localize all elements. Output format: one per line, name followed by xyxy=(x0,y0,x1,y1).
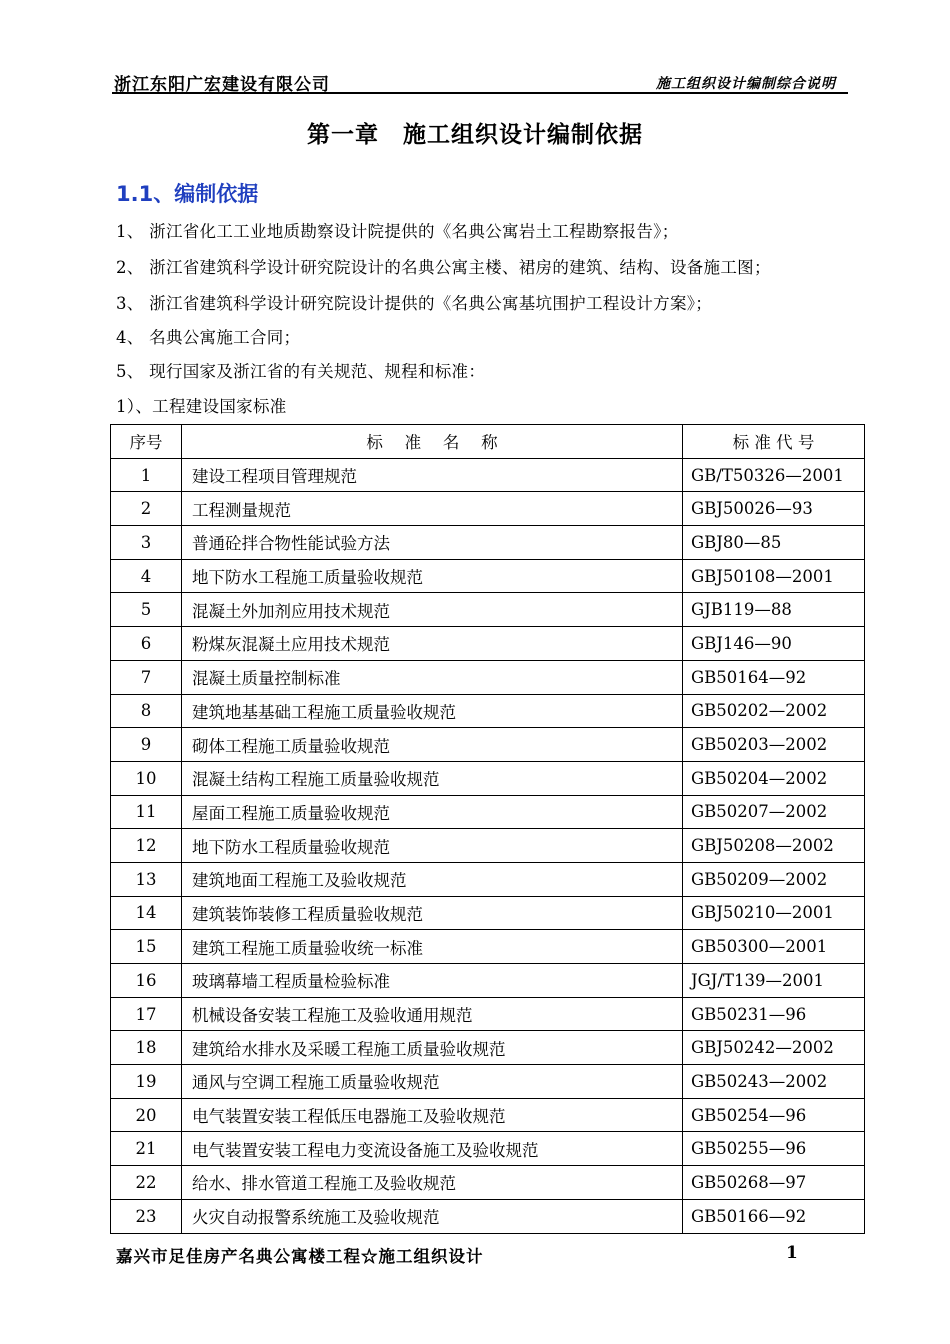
cell-number: 7 xyxy=(111,660,182,694)
cell-number: 21 xyxy=(111,1132,182,1166)
cell-number: 6 xyxy=(111,627,182,661)
cell-number: 1 xyxy=(111,458,182,492)
table-row xyxy=(111,1098,865,1132)
paragraph: 1）、工程建设国家标准 xyxy=(116,397,287,416)
cell-standard-name: 建筑工程施工质量验收统一标准 xyxy=(182,930,683,964)
cell-number: 22 xyxy=(111,1166,182,1200)
cell-number: 19 xyxy=(111,1065,182,1099)
paragraph: 3、 浙江省建筑科学设计研究院设计提供的《名典公寓基坑围护工程设计方案》； xyxy=(116,294,713,313)
cell-standard-code: GB50166—92 xyxy=(683,1199,865,1233)
cell-number: 23 xyxy=(111,1199,182,1233)
cell-number: 14 xyxy=(111,896,182,930)
table-row xyxy=(111,930,865,964)
cell-standard-name: 建筑装饰装修工程质量验收规范 xyxy=(182,896,683,930)
cell-standard-code: GB50268—97 xyxy=(683,1166,865,1200)
cell-standard-code: GB50202—2002 xyxy=(683,694,865,728)
cell-number: 18 xyxy=(111,1031,182,1065)
cell-number: 13 xyxy=(111,862,182,896)
page-number: 1 xyxy=(786,1243,798,1263)
cell-standard-code: GB/T50326—2001 xyxy=(683,458,865,492)
table-row xyxy=(111,559,865,593)
cell-number: 20 xyxy=(111,1098,182,1132)
cell-standard-code: GJB119—88 xyxy=(683,593,865,627)
cell-standard-name: 通风与空调工程施工质量验收规范 xyxy=(182,1065,683,1099)
cell-standard-name: 混凝土质量控制标准 xyxy=(182,660,683,694)
page-header xyxy=(112,66,848,94)
cell-standard-code: GB50243—2002 xyxy=(683,1065,865,1099)
cell-number: 9 xyxy=(111,728,182,762)
cell-standard-code: GB50204—2002 xyxy=(683,761,865,795)
cell-number: 11 xyxy=(111,795,182,829)
cell-standard-code: GBJ50026—93 xyxy=(683,492,865,526)
cell-standard-name: 普通砼拌合物性能试验方法 xyxy=(182,526,683,560)
cell-standard-name: 混凝土结构工程施工质量验收规范 xyxy=(182,761,683,795)
header-cell-number: 序号 xyxy=(111,425,182,459)
cell-standard-name: 建筑地基基础工程施工质量验收规范 xyxy=(182,694,683,728)
table-row xyxy=(111,1199,865,1233)
cell-standard-code: GBJ50208—2002 xyxy=(683,829,865,863)
table-row xyxy=(111,694,865,728)
cell-standard-code: GB50164—92 xyxy=(683,660,865,694)
cell-standard-code: GBJ50210—2001 xyxy=(683,896,865,930)
table-row xyxy=(111,795,865,829)
header-doc-title: 施工组织设计编制综合说明 xyxy=(656,76,836,92)
cell-number: 2 xyxy=(111,492,182,526)
cell-number: 15 xyxy=(111,930,182,964)
table-row xyxy=(111,829,865,863)
cell-standard-name: 工程测量规范 xyxy=(182,492,683,526)
table-row xyxy=(111,964,865,998)
table-row xyxy=(111,660,865,694)
table-row xyxy=(111,627,865,661)
table-row xyxy=(111,458,865,492)
cell-standard-name: 建筑地面工程施工及验收规范 xyxy=(182,862,683,896)
cell-standard-code: GB50231—96 xyxy=(683,997,865,1031)
cell-standard-code: GBJ146—90 xyxy=(683,627,865,661)
cell-standard-name: 火灾自动报警系统施工及验收规范 xyxy=(182,1199,683,1233)
cell-standard-code: GB50209—2002 xyxy=(683,862,865,896)
cell-standard-code: GB50255—96 xyxy=(683,1132,865,1166)
paragraph: 5、 现行国家及浙江省的有关规范、规程和标准： xyxy=(116,362,486,381)
header-company: 浙江东阳广宏建设有限公司 xyxy=(114,75,330,95)
header-cell-code: 标 准 代 号 xyxy=(683,425,865,459)
section-title: 1.1、编制依据 xyxy=(116,182,259,206)
cell-standard-code: GBJ80—85 xyxy=(683,526,865,560)
table-row xyxy=(111,526,865,560)
cell-standard-code: GBJ50108—2001 xyxy=(683,559,865,593)
cell-standard-name: 电气装置安装工程电力变流设备施工及验收规范 xyxy=(182,1132,683,1166)
cell-standard-name: 粉煤灰混凝土应用技术规范 xyxy=(182,627,683,661)
paragraph: 2、 浙江省建筑科学设计研究院设计的名典公寓主楼、裙房的建筑、结构、设备施工图； xyxy=(116,258,771,277)
cell-standard-name: 建设工程项目管理规范 xyxy=(182,458,683,492)
cell-standard-name: 机械设备安装工程施工及验收通用规范 xyxy=(182,997,683,1031)
cell-standard-name: 电气装置安装工程低压电器施工及验收规范 xyxy=(182,1098,683,1132)
table-row xyxy=(111,492,865,526)
cell-number: 16 xyxy=(111,964,182,998)
footer-project-title: 嘉兴市足佳房产名典公寓楼工程☆施工组织设计 xyxy=(116,1247,484,1266)
cell-number: 4 xyxy=(111,559,182,593)
cell-standard-name: 砌体工程施工质量验收规范 xyxy=(182,728,683,762)
cell-number: 3 xyxy=(111,526,182,560)
cell-standard-code: GBJ50242—2002 xyxy=(683,1031,865,1065)
table-row xyxy=(111,761,865,795)
table-row xyxy=(111,1166,865,1200)
cell-standard-code: GB50207—2002 xyxy=(683,795,865,829)
standards-table xyxy=(110,424,865,1234)
table-row xyxy=(111,593,865,627)
cell-number: 8 xyxy=(111,694,182,728)
cell-standard-name: 建筑给水排水及采暖工程施工质量验收规范 xyxy=(182,1031,683,1065)
paragraph: 1、 浙江省化工工业地质勘察设计院提供的《名典公寓岩土工程勘察报告》； xyxy=(116,222,679,241)
table-header-row xyxy=(111,425,865,459)
table-row xyxy=(111,862,865,896)
header-cell-name: 标 准 名 称 xyxy=(182,425,683,459)
table-row xyxy=(111,1031,865,1065)
cell-number: 12 xyxy=(111,829,182,863)
table-row xyxy=(111,1132,865,1166)
table-row xyxy=(111,997,865,1031)
cell-standard-name: 屋面工程施工质量验收规范 xyxy=(182,795,683,829)
cell-standard-code: GB50254—96 xyxy=(683,1098,865,1132)
paragraph: 4、 名典公寓施工合同； xyxy=(116,328,301,347)
table-row xyxy=(111,1065,865,1099)
cell-standard-code: GB50203—2002 xyxy=(683,728,865,762)
chapter-title: 第一章 施工组织设计编制依据 xyxy=(307,122,643,148)
cell-standard-name: 混凝土外加剂应用技术规范 xyxy=(182,593,683,627)
cell-number: 5 xyxy=(111,593,182,627)
table-row xyxy=(111,728,865,762)
cell-standard-name: 玻璃幕墙工程质量检验标准 xyxy=(182,964,683,998)
cell-number: 10 xyxy=(111,761,182,795)
cell-standard-name: 地下防水工程施工质量验收规范 xyxy=(182,559,683,593)
cell-standard-name: 地下防水工程质量验收规范 xyxy=(182,829,683,863)
table-row xyxy=(111,896,865,930)
cell-standard-code: JGJ/T139—2001 xyxy=(683,964,865,998)
cell-standard-code: GB50300—2001 xyxy=(683,930,865,964)
cell-number: 17 xyxy=(111,997,182,1031)
cell-standard-name: 给水、排水管道工程施工及验收规范 xyxy=(182,1166,683,1200)
